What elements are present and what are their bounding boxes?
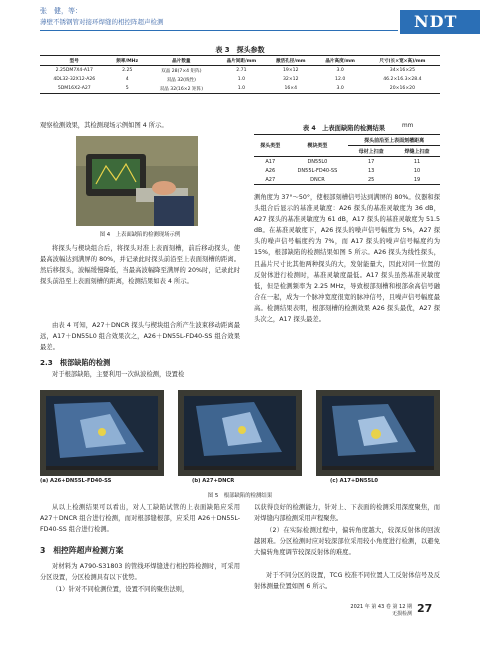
paragraph-bottom-right-2: （2）在实际检测过程中，偏转角度越大，较深反射体的回波越困难。分区检测时应对较深部位采用较小角度进行检测，以避免大偏转角度调节较深反射体的难度。 (254, 527, 440, 557)
paragraph-bottom-right-3: 对于不同分区的设置，TCG 校准不同位置人工反射体信号及反射体测量位置如图 6 所示。 (254, 572, 440, 591)
paragraph-left-3: 对于根部缺陷，主要利用一次纵波检测，设置检 (52, 371, 185, 378)
section-heading-2-3: 2.3 根部缺陷的检测 (40, 358, 111, 367)
table-cell: 3.0 (336, 86, 344, 91)
footer-issue-text: 2021 年 第 43 卷 第 12 期 (350, 604, 412, 610)
fig4-caption: 图 4 上表面缺陷的检测现场示例 (99, 232, 181, 238)
table-cell: 2.71 (236, 68, 247, 73)
table4-header-col-a: 母材上扫查 (358, 148, 384, 155)
page-header (0, 0, 480, 36)
paragraph-left-2: 由表 4 可知，A27＋DNCR 探头与楔块组合所产生波束移动距离最远，A17＋DN55L0 组合效果次之，A26＋DN55L-FD40-SS 组合效果最差。 (40, 322, 240, 352)
table-cell: 双晶 32(线性) (166, 77, 196, 83)
table-cell: 32×12 (282, 77, 299, 82)
fig5-caption: 图 5 根部缺陷的检测结果 (207, 493, 273, 499)
table3 (40, 55, 440, 94)
table-row (254, 157, 440, 167)
table3-col: 尺寸(长×宽×高)/mm (379, 58, 426, 64)
fig5c-label: (c) A17+DN55L0 (330, 478, 378, 484)
table-cell: 双晶 32(16×2 矩阵) (159, 86, 203, 92)
table-cell: 25 (348, 175, 394, 185)
table-cell: 3.0 (336, 68, 344, 73)
table-cell: 4DL32-32X12-A26 (53, 77, 96, 82)
table-cell: 46.2×16.3×28.4 (383, 77, 422, 82)
table-cell: 19×12 (282, 68, 299, 73)
table3-col: 激活孔径/mm (275, 58, 306, 64)
table-cell: 4 (125, 77, 129, 82)
table3-header-row (40, 56, 440, 66)
paragraph-left-1: 将探头与楔块组合后，将探头对准上表面刻槽，前后移动探头，使最高波幅达到满屏的 80%，并记录此时探头前沿至上表面刻槽的距离。然后移探头，波幅缓慢降低，当最高波幅降至满屏的 20%时，记录此时探头前沿至上表面刻槽的距离，检测结果如表 4 所示。 (40, 245, 240, 286)
fig5a-label: (a) A26+DN55L-FD40-SS (40, 478, 112, 484)
footer-journal-name: 无损检测 (391, 611, 412, 617)
paragraph-observe: 观察检测效果，其检测现场示例如图 4 所示。 (40, 122, 168, 129)
table-cell: 16×4 (284, 86, 298, 91)
table-cell: 5 (125, 86, 129, 91)
table-cell: 1.0 (237, 86, 246, 91)
paragraph-bottom-right-1: 以获得良好的检测能力，针对上、下表面的检测采用深度聚焦，而对焊缝内部检测采用声程聚焦。 (254, 504, 440, 523)
paragraph-bottom-left-1: 从以上检测结果可以看出，对人工缺陷试管的上表面缺陷应采用 A27＋DNCR 组合进行检测，而对根部缝根部，应采用 A26＋DN55L-FD40-SS 组合进行检测。 (40, 504, 240, 534)
table-cell: 13 (367, 167, 375, 174)
table-row (254, 175, 440, 185)
table-cell: 20×16×20 (389, 86, 416, 91)
table3-col: 晶片间距/mm (226, 58, 257, 64)
table-cell: 34×16×25 (389, 68, 416, 73)
table-row (40, 66, 440, 76)
journal-logo: NDT (414, 12, 458, 31)
fig4-field-photo (76, 136, 198, 226)
table3-title: 表 3 探头参数 (215, 46, 265, 54)
table-cell: 1.0 (237, 77, 246, 82)
table-cell: 12.0 (335, 77, 346, 82)
paragraph-bottom-left-3: （1）针对不同检测位置，设置不同的聚焦法则， (52, 586, 189, 593)
table-cell: 双晶 28(7×4 矩阵) (161, 68, 202, 74)
table-cell: 2.25DM7X4-A17 (55, 68, 93, 73)
table-cell: DN55L-FD40-SS (297, 167, 338, 174)
table-row (254, 166, 440, 175)
table-cell: DN55L0 (307, 158, 328, 165)
section-heading-3: 3 相控阵超声检测方案 (40, 546, 124, 555)
table-cell: A26 (265, 167, 276, 174)
table-cell: A27 (254, 175, 287, 185)
running-article-title: 薄壁不锈钢管对接环焊缝的相控阵超声检测 (40, 18, 164, 26)
table-cell: 17 (367, 158, 375, 165)
paragraph-bottom-left-2: 对材料为 A790-S31803 的管线环焊缝进行相控阵检测时，可采用分区设置，分区检测具有以下优势。 (40, 563, 240, 582)
table-row (40, 75, 440, 84)
footer-issue (300, 604, 412, 618)
page-number: 27 (417, 602, 433, 615)
fig5b-screenshot (178, 390, 302, 476)
table-cell: 2.25 (122, 68, 133, 73)
table4 (254, 134, 440, 185)
table-cell: 5DM16X2-A27 (57, 86, 91, 91)
table-cell: DNCR (287, 175, 349, 185)
table4-header-col-b: 焊缝上扫查 (404, 148, 430, 155)
table-cell: 11 (413, 158, 421, 165)
table-cell: 10 (413, 167, 421, 174)
fig5b-label: (b) A27+DNCR (192, 478, 235, 484)
table4-header-group: 探头前沿至上表面刻槽距离 (348, 135, 440, 146)
header-rule (40, 30, 398, 31)
fig5c-screenshot (316, 390, 440, 476)
table3-col: 频率/MHz (116, 58, 139, 64)
table4-header-probe: 探头类型 (254, 135, 287, 157)
table4-unit: mm (402, 123, 414, 129)
table-cell: 19 (394, 175, 440, 185)
table3-col: 型号 (69, 58, 79, 64)
running-authors: 张 健，等： (40, 7, 82, 15)
table-row (40, 84, 440, 94)
table4-title: 表 4 上表面缺陷的检测结果 (302, 125, 386, 132)
fig5a-screenshot (40, 390, 164, 476)
table3-col: 晶片高度/mm (325, 58, 355, 64)
paragraph-right-1: 测角度为 37°～50°，使根部刻槽信号达到满屏的 80%。仪器和探头组合后显示的基准灵敏度：A26 探头的基准灵敏度为 36 dB，A27 探头的基准灵敏度为 61 dB，A17 探头的基准灵敏度为 51.5 dB。在基准灵敏度下，A26 探头的噪声信号幅度为 5%，A27 探头的噪声信号幅度约为 7%，而 A17 探头的噪声信号幅度约为 15%，根部缺陷的检测结果如图 5 所示。A26 探头为线性探头，且晶片尺寸比其他两种探头的大，发射能量大，因此对同一位置的反射体进行检测时，基准灵敏度最低。A17 探头虽然基准灵敏度低，但是检测频率为 2.25 MHz，导致根部刻槽和根部余高信号融合在一起，成为一个脉冲宽度很宽的脉冲信号，且噪声信号幅度最高。检测结果表明，根部刻槽的检测效果 A26 探头最优，A27 探头次之，A17 探头最差。 (254, 194, 440, 324)
table4-header-wedge: 楔块类型 (287, 135, 349, 157)
table3-col: 晶片数量 (172, 58, 191, 64)
table-cell: A17 (265, 158, 276, 165)
